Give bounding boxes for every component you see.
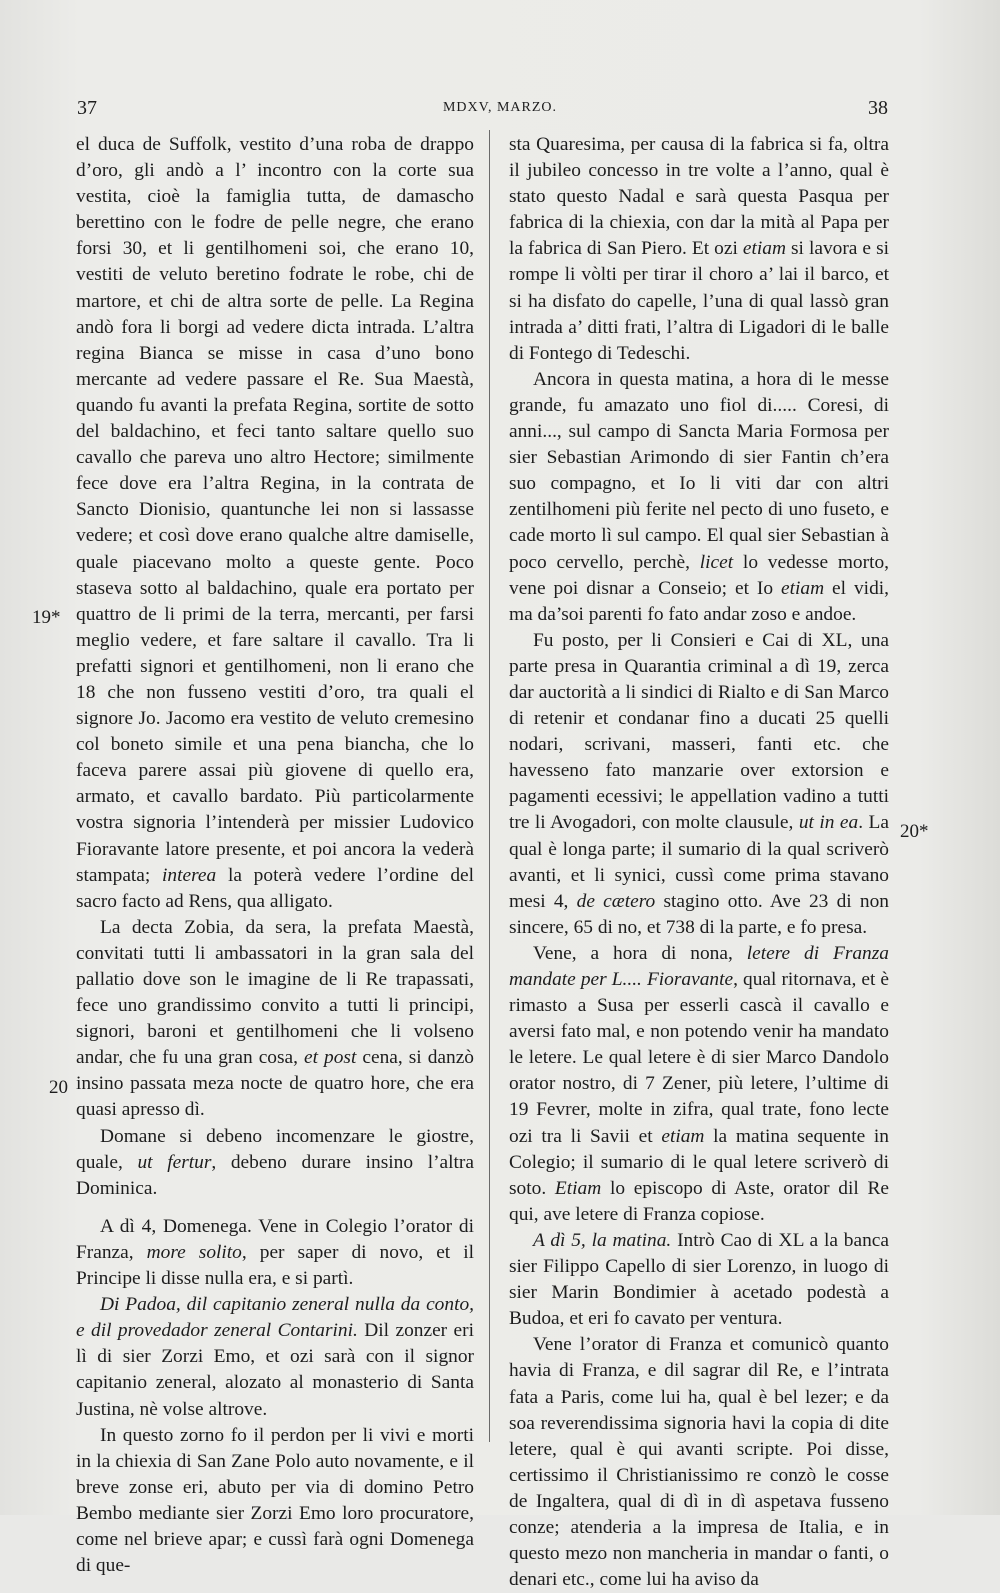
paragraph: La decta Zobia, da sera, la prefata Maestà, convitati tutti li ambassatori in la gran sala del pallatio dove son le imagine de li Re trapassati, fece uno grandissimo convito a tutti li principi, signori, baroni et gentilhomeni che li volseno andar, che fu una gran cosa, et post cena, si danzò insino passata meza nocte de quatro hore, che era quasi apresso dì. [76,916,475,1121]
paragraph: sta Quaresima, per causa di la fabrica si fa, oltra il jubileo concesso in tre volte a l’anno, qual è stato questo Nadal e sarà questa Pasqua per fabrica di la chiexia, con dar la mità al Papa per la fabrica di San Piero. Et ozi etiam si lavora e si rompe li vòlti per tirar il choro a’ lai il barco, et si ha disfato do capelle, l’una di qual lassò gran intrada a’ ditti frati, l’altra di Ligadori di le balle di Fontego di Tedeschi. [509,134,889,364]
paragraph: In questo zorno fo il perdon per li vivi e morti in la chiexia di San Zane Polo auto novamente, e il breve zonse eri, abuto per via di domino Petro Bembo mediante sier Zorzi Emo loro procuratore, come nel brieve apar; e cussì farà ogni Domenega di que- [76,1424,474,1577]
paragraph: Domane si debeno incomenzare le giostre, quale, ut fertur, debeno durare insino l’altra Dominica. [76,1125,474,1199]
paragraph: el duca de Suffolk, vestito d’una roba de drappo d’oro, gli andò a l’ incontro con la corte sua vestita, cioè la famiglia tutta, de damascho berettino con le fodre de pelle negre, che erano forsi 30, et li gentilhomeni soi, che erano 10, vestiti de veluto beretino fodrate le robe, chi de martore, et chi de altra sorte de pelle. La Regina andò fora li borgi ad vedere dicta intrada. L’altra regina Bianca se misse in casa d’uno bono mercante ad vedere passare el Re. Sua Maestà, quando fu avanti la prefata Regina, sortite de sotto del baldachino, et feci tanto saltare quello suo cavallo che pareva uno altro Hectore; similmente fece dove era l’altra Regina, in la contrata de Sancto Dionisio, quantunche lei non si lassasse vedere; et così dove erano qualche altre damiselle, quale piacevano molto a queste gente. Poco staseva sotto al baldachino, quale era portato per quattro de li primi de la terra, mercanti, per farsi meglio vedere, et fare saltare il cavallo. Tra li prefatti signori et gentilhomeni, non li erano che 18 che non fusseno vestiti d’oro, tra quali el signore Jo. Jacomo era vestito de veluto cremesino col boneto simile et una pena biancha, che lo faceva parere assai più giovene di quello era, armato, et cavallo bardato. Più particolarmente vostra signoria l’intenderà per missier Ludovico Fioravante latore presente, et poi ancora la vederà stampata; interea la poterà vedere l’ordine del sacro facto ad Rens, qua alligato. [76,134,475,912]
column-divider [489,130,490,1442]
paragraph: Vene l’orator di Franza et comunicò quanto havia di Franza, e dil sagrar dil Re, e l’intrata fata a Paris, come lui ha, qual è bel lezer; e da soa reverendissima signoria havi la copia di dite letere, qual è qui avanti scripte. Poi disse, certissimo il Christianissimo re conzò le cosse de Ingaltera, qual di dì in dì aspetava fusseno conze; atenderia a la impresa de Italia, e in questo mezo non mancheria in mandar o fanti, o denari etc., come lui ha aviso da [509,1334,889,1591]
margin-note-left-19: 19* [32,607,61,628]
paragraph: Fu posto, per li Consieri e Cai di XL, una parte presa in Quarantia criminal a dì 19, zerca dar auctorità a li sindici di Rialto e di San Marco di retenir et condanar fino a ducati 25 quelli nodari, scrivani, masseri, fanti etc. che havesseno fato manzarie over extorsion e pagamenti ecessivi; le appellation vadino a tutti tre li Avogadori, con molte clausule, ut in ea. La qual è longa parte; il sumario di la qual scriverò avanti, et li synici, cussì come prima stavano mesi 4, de cætero stagino otto. Ave 23 di non sincere, 65 di no, et 738 di la parte, e fo presa. [509,629,889,938]
left-column [76,132,474,1579]
paragraph: Di Padoa, dil capitanio zeneral nulla da conto, e dil provedador zeneral Contarini. Dil zonzer eri lì di sier Zorzi Emo, et ozi sarà con il signor capitanio zeneral, alozato al monasterio di Santa Justina, nè volse altrove. [76,1294,474,1420]
paragraph: A dì 4, Domenega. Vene in Colegio l’orator di Franza, more solito, per saper di novo, et il Principe li disse nulla era, e si partì. [76,1215,474,1290]
paragraph: Ancora in questa matina, a hora di le messe grande, fu amazato uno fiol di..... Coresi, di anni..., sul campo di Sancta Maria Formosa per sier Sebastian Arimondo di sier Fantin ch’era suo compagno, et Io li viti dar con altri zentilhomeni più ferite nel pecto di uno fuseto, e cade morto lì sul campo. El qual sier Sebastian à poco cervello, perchè, licet lo vedesse morto, vene poi disnar a Conseio; et Io etiam el vidi, ma da’soi parenti fo fato andar zoso e andoe. [509,368,890,625]
running-title: MDXV, MARZO. [442,100,558,115]
margin-note-left-20: 20 [49,1077,68,1098]
paragraph: Vene, a hora di nona, letere di Franza mandate per L.... Fioravante, qual ritornava, et è rimasto a Susa per esserli cascà il cavallo e aversi fato mal, e non potendo venir ha mandato le letere. Le qual letere è di sier Marco Dandolo orator nostro, di 7 Zener, più letere, l’ultime di 19 Fevrer, molte in zifra, qual trate, fono lecte ozi tra li Savii et etiam la matina sequente in Colegio; il sumario di le qual letere scriverò di soto. Etiam lo episcopo di Aste, orator dil Re qui, ave letere di Franza copiose. [509,942,890,1225]
right-column [509,132,889,1593]
page-number-right: 38 [868,97,888,119]
margin-note-right-20: 20* [900,821,929,842]
page-header [0,97,1000,127]
page-number-left: 37 [77,97,97,119]
paragraph: A dì 5, la matina. Intrò Cao di XL a la banca sier Filippo Capello di sier Lorenzo, in luogo di sier Marin Bondimier à acetado podestà a Budoa, et eri fo cavato per ventura. [509,1229,889,1330]
